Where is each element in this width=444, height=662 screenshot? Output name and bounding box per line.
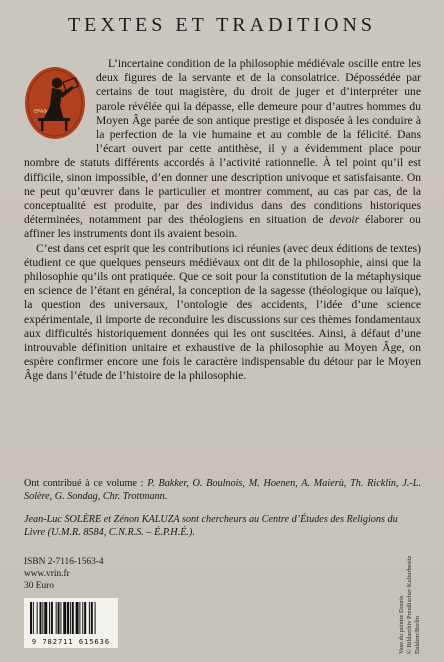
authors-bio: Jean-Luc SOLÈRE et Zénon KALUZA sont chercheurs au Centre d’Études des Religions du Livre (U.M.R. 8584, C.N.R.S. – É.P.H.É.). <box>24 514 398 538</box>
barcode-bar <box>51 602 53 634</box>
barcode-bar <box>70 602 71 634</box>
barcode-bar <box>63 602 66 634</box>
barcode-bar <box>76 602 79 634</box>
barcode-bar <box>84 602 86 634</box>
price: 30 Euro <box>24 581 54 591</box>
barcode-bar <box>44 602 47 634</box>
contributors-line: Ont contribué à ce volume : P. Bakker, O. Boulnois, M. Hoenen, A. Maierù, Th. Ricklin, J.-L. Solère, G. Sondag, Chr. Trottmann. <box>24 478 421 502</box>
series-title: TEXTES ET TRADITIONS <box>67 14 377 36</box>
cover-credit-line-1: Vase du peintre Douris <box>398 595 405 654</box>
emphasis-devoir: devoir <box>329 213 360 227</box>
barcode-bar <box>89 602 90 634</box>
publication-info <box>24 556 104 592</box>
barcode-bar <box>42 602 43 634</box>
barcode-bar <box>40 602 42 634</box>
barcode-bar <box>82 602 83 634</box>
cover-credit-line-2: © Bildarchiv Preußischer Kulturbesitz <box>406 555 413 654</box>
isbn: ISBN 2-7116-1563-4 <box>24 557 104 567</box>
blurb-paragraph-2: C’est dans cet esprit que les contributions ici réunies (avec deux éditions de textes) étudient ce que quelques penseurs médiévaux ont dit de la philosophie, ainsi que la philosophie qu’ils ont pratiquée. Que ce soit pour la constitution de la métaphysique en science de l’étant en général, la conception de la sagesse (théologique ou laïque), la question des universaux, l’ontologie des accidents, l’idée d’une science expérimentale, il importe de reconduire les discussions sur ces thèmes fondamentaux aux difficultés historiquement données qui les ont suscitées. Ainsi, à défaut d’une introuvable définition unitaire et exhaustive de la philosophie au Moyen Âge, on espère confirmer encore une fois le caractère indispensable du détour par le Moyen Âge dans l’étude de l’histoire de la philosophie. <box>24 241 421 383</box>
barcode-bar <box>37 602 38 634</box>
barcode-number: 9 782711 615636 <box>31 638 111 646</box>
cover-credit-line-3: Dahlem/Berlin <box>414 616 421 654</box>
barcode-bar <box>91 602 93 634</box>
barcode-bar <box>49 602 50 634</box>
barcode-bar <box>72 602 74 634</box>
barcode-bar <box>67 602 69 634</box>
cover-credit <box>392 546 432 656</box>
barcode-bar <box>95 602 96 634</box>
barcode <box>24 598 118 648</box>
blurb-paragraph-1: L’incertaine condition de la philosophie médiévale oscille entre les deux figures de la servante et de la consolatrice. Dépossédée par certains de tout magistère, du droit de juger et d’interpréter une parole révélée qui la dépasse, elle demeure pour d’autres hommes du Moyen Âge parée de son antique prestige et disposée à les conduire à la perfection de la vie humaine et au comble de la félicité. Dans l’écart ouvert par cette antithèse, il y a évidemment place pour nombre de statuts différents accordés à l’activité rationnelle. À tel point qu’il est difficile, sinon impossible, d’en donner une description univoque et satisfaisante. On ne peut qu’œuvrer dans le particulier et montrer comment, au cas par cas, de la conceptualité est produite, par des individus dans des conditions historiques déterminées, notamment par des théologiens en situation de devoir élaborer ou affiner les instruments dont ils avaient besoin. <box>24 57 421 241</box>
emblem-label: EPAΦ <box>34 109 48 115</box>
barcode-bar <box>56 602 57 634</box>
barcode-bar <box>79 602 80 634</box>
publisher-website[interactable]: www.vrin.fr <box>24 569 70 579</box>
barcode-bar <box>30 602 32 634</box>
blurb-text <box>24 57 421 384</box>
barcode-bar <box>60 602 61 634</box>
barcode-bar <box>33 602 34 634</box>
barcode-bar <box>58 602 60 634</box>
